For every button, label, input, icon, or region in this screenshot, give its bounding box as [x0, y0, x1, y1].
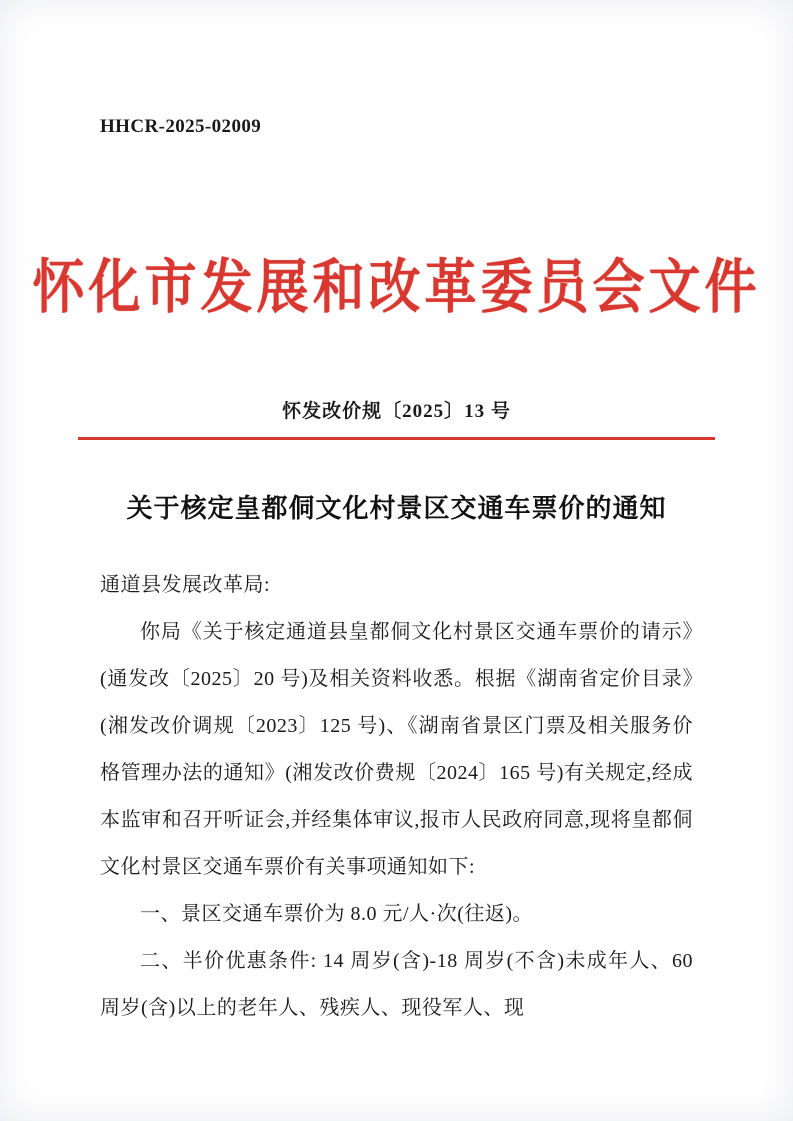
body-paragraph-3: 二、半价优惠条件: 14 周岁(含)-18 周岁(不含)未成年人、60 周岁(含)以上的老年人、残疾人、现役军人、现 — [100, 950, 693, 1019]
salutation: 通道县发展改革局: — [100, 574, 271, 596]
document-body — [100, 562, 693, 1032]
document-number: HHCR-2025-02009 — [100, 116, 262, 137]
body-paragraph-2: 一、景区交通车票价为 8.0 元/人·次(往返)。 — [140, 903, 534, 925]
document-title: 关于核定皇都侗文化村景区交通车票价的通知 — [126, 494, 667, 524]
body-paragraph-1: 你局《关于核定通道县皇都侗文化村景区交通车票价的请示》(通发改〔2025〕20 号)及相关资料收悉。根据《湖南省定价目录》(湘发改价调规〔2023〕125 号)、《湖南省景区门票及相关服务价格管理办法的通知》(湘发改价费规〔2024〕165 号)有关规定,经成本监审和召开听证会,并经集体审议,报市人民政府同意,现将皇都侗文化村景区交通车票价有关事项通知如下: — [100, 621, 693, 878]
issue-number: 怀发改价规〔2025〕13 号 — [282, 401, 511, 422]
masthead-title: 怀化市发展和改革委员会文件 — [32, 253, 761, 322]
red-divider-rule — [78, 437, 715, 440]
